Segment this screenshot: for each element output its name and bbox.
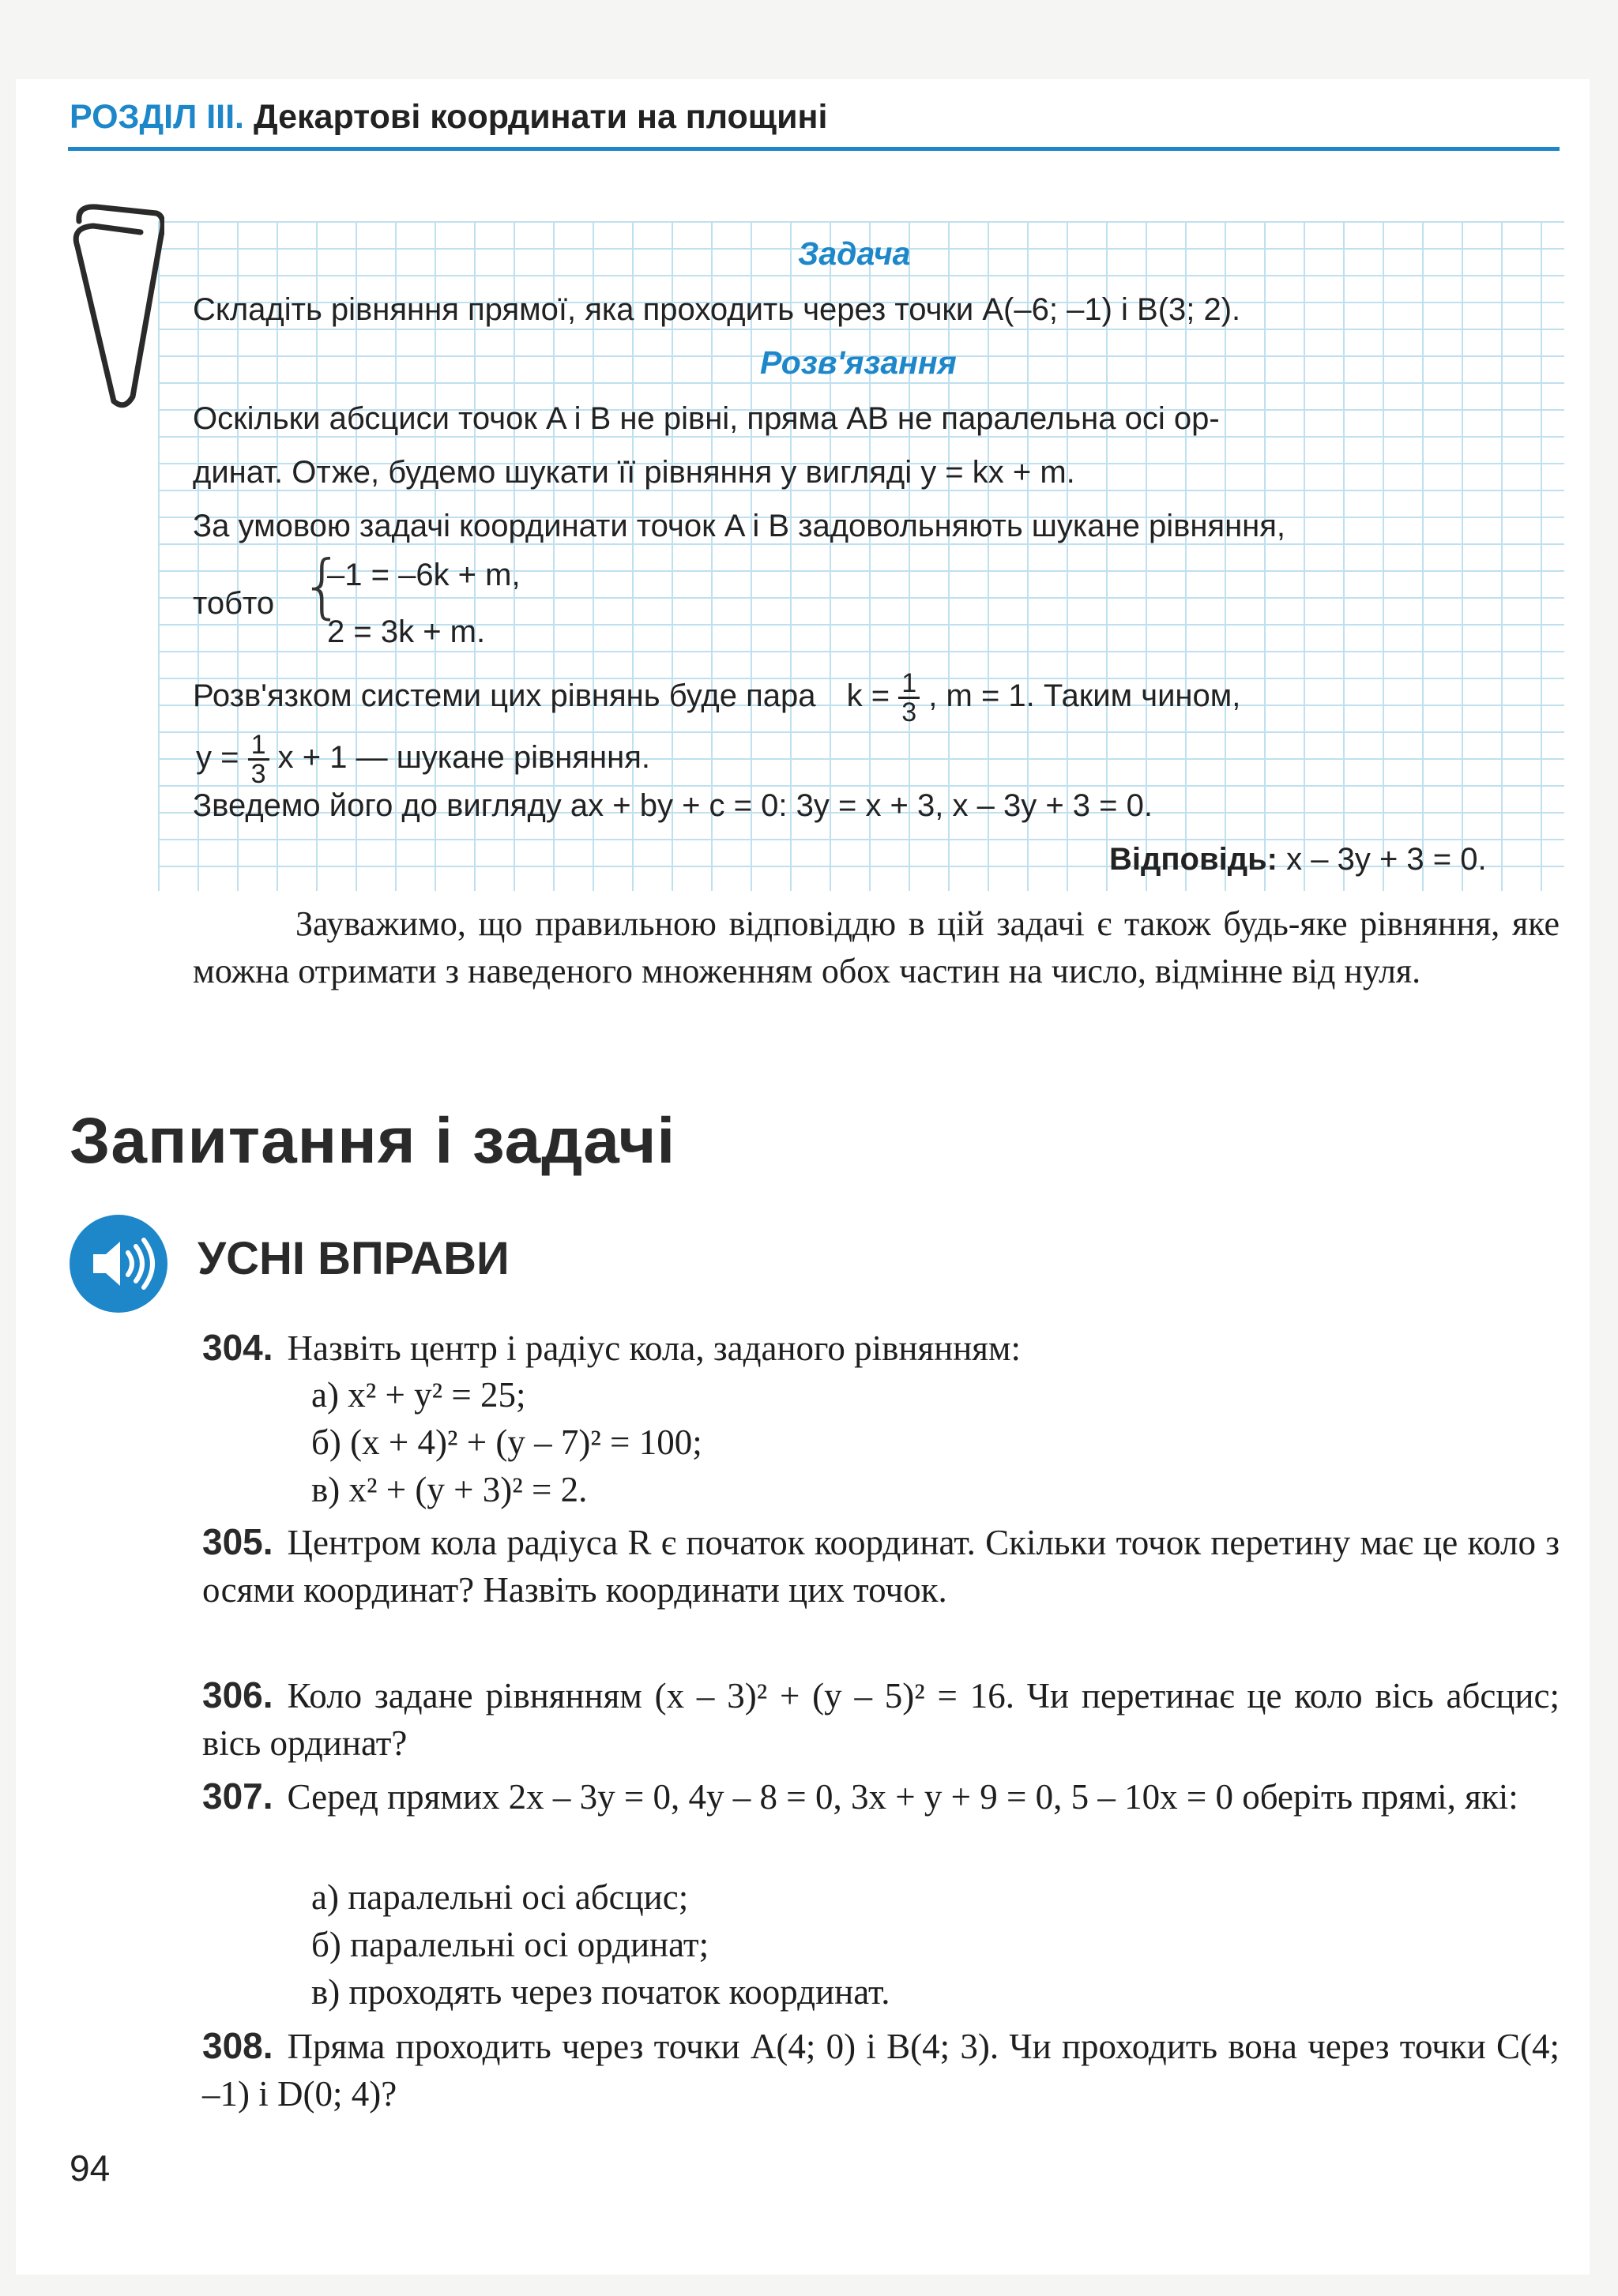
k-label: k = <box>846 678 890 714</box>
solution-line-2: динат. Отже, будемо шукати її рівняння у вигляді y = kx + m. <box>193 455 1075 490</box>
page-number: 94 <box>70 2148 111 2189</box>
problem-text: Центром кола радіуса R є початок координат. Скільки точок перетину має це коло з осями координат? Назвіть координати цих точок. <box>202 1523 1560 1610</box>
section-title: Запитання і задачі <box>70 1105 676 1177</box>
fraction-one-third <box>898 670 920 726</box>
task-heading: Задача <box>798 235 911 272</box>
problem-number: 304. <box>202 1327 273 1368</box>
problem-304-c: в) x² + (y + 3)² = 2. <box>311 1470 588 1509</box>
problem-text: Назвіть центр і радіус кола, заданого рівнянням: <box>287 1328 1021 1368</box>
problem-number: 306. <box>202 1674 273 1715</box>
solution-line-3: За умовою задачі координати точок A і B задовольняють шукане рівняння, <box>193 509 1286 543</box>
solution-line-5 <box>196 731 650 787</box>
problem-304-b: б) (x + 4)² + (y – 7)² = 100; <box>311 1422 702 1462</box>
solution-line-4 <box>193 670 1240 726</box>
problem-307-b: б) паралельні осі ординат; <box>311 1925 709 1964</box>
solution-heading: Розв'язання <box>760 344 957 381</box>
answer-label: Відповідь: <box>1109 842 1277 877</box>
problem-307-c: в) проходять через початок координат. <box>311 1972 890 2012</box>
problem-number: 305. <box>202 1521 273 1562</box>
fraction-numerator-2: 1 <box>248 731 269 761</box>
oral-exercises-title: УСНІ ВПРАВИ <box>198 1233 510 1284</box>
fraction-denominator-2: 3 <box>250 759 266 789</box>
answer <box>1109 842 1487 877</box>
solution-line-6: Зведемо його до вигляду ax + by + c = 0: 3y = x + 3, x – 3y + 3 = 0. <box>193 788 1153 823</box>
solution-line-4-tail: , m = 1. Таким чином, <box>928 678 1241 714</box>
problem-307-a: а) паралельні осі абсцис; <box>311 1877 689 1917</box>
y-label: y = <box>196 740 239 776</box>
task-text: Складіть рівняння прямої, яка проходить через точки A(–6; –1) і B(3; 2). <box>193 292 1241 327</box>
chapter-title: Декартові координати на площині <box>253 98 828 136</box>
problem-305 <box>202 1518 1560 1614</box>
fraction-one-third-2 <box>248 731 269 787</box>
problem-306 <box>202 1671 1560 1767</box>
problem-text: Пряма проходить через точки A(4; 0) і B(4; 3). Чи проходить вона через точки C(4; –1) і D(0; 4)? <box>202 2027 1560 2114</box>
chapter-label: РОЗДІЛ ІІІ. <box>70 98 244 136</box>
problem-text: Серед прямих 2x – 3y = 0, 4y – 8 = 0, 3x + y + 9 = 0, 5 – 10x = 0 оберіть прямі, які: <box>287 1777 1518 1817</box>
speaker-icon <box>70 1215 167 1313</box>
problem-304 <box>202 1324 1021 1372</box>
problem-304-a: а) x² + y² = 25; <box>311 1375 526 1415</box>
system-eq-1: –1 = –6k + m, <box>327 558 521 592</box>
problem-number: 308. <box>202 2025 273 2066</box>
fraction-denominator: 3 <box>901 697 917 727</box>
answer-value: x – 3y + 3 = 0. <box>1286 842 1487 877</box>
system-label: тобто <box>193 586 275 621</box>
solution-line-5-tail: x + 1 — шукане рівняння. <box>277 740 650 776</box>
system-brace: { <box>300 545 344 626</box>
header-rule <box>68 147 1560 151</box>
problem-308 <box>202 2022 1560 2118</box>
fraction-numerator: 1 <box>898 670 920 699</box>
note-text: Зауважимо, що правильною відповіддю в цій задачі є також будь-яке рівняння, яке можна отримати з наведеного множенням обох частин на число, відмінне від нуля. <box>193 904 1560 990</box>
problem-text: Коло задане рівнянням (x – 3)² + (y – 5)² = 16. Чи перетинає це коло вісь абсцис; вісь ординат? <box>202 1676 1560 1763</box>
problem-number: 307. <box>202 1776 273 1817</box>
solution-line-1: Оскільки абсциси точок A і B не рівні, пряма AB не паралельна осі ор- <box>193 401 1220 436</box>
paperclip-icon <box>62 199 164 420</box>
page-header <box>70 98 827 137</box>
problem-307 <box>202 1772 1560 1821</box>
solution-line-4-text: Розв'язком системи цих рівнянь буде пара <box>193 678 816 714</box>
note-paragraph <box>193 900 1560 995</box>
system-eq-2: 2 = 3k + m. <box>327 614 486 649</box>
